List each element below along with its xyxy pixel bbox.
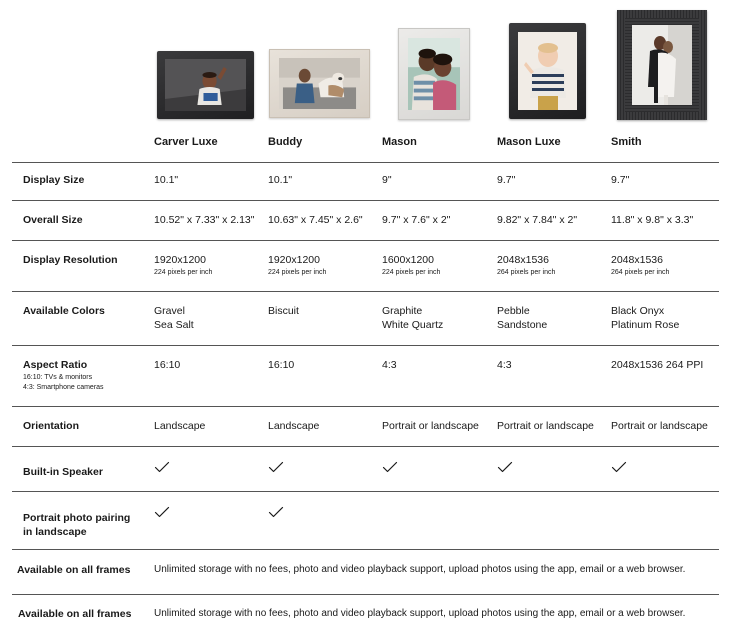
- cell-ppi-carver-luxe: 224 pixels per inch: [154, 269, 213, 276]
- cell-aspect-mason-luxe: 4:3: [497, 359, 512, 371]
- cell-aspect-buddy: 16:10: [268, 359, 295, 371]
- checkmark-icon: [154, 461, 170, 473]
- cell-display-size-buddy: 10.1": [268, 174, 293, 186]
- buddy-frame-image: [269, 49, 370, 118]
- table-divider: [12, 291, 719, 292]
- row-label-portrait-pairing-line2: in landscape: [23, 526, 87, 538]
- mason-frame-image: [398, 28, 470, 120]
- cell-overall-size-smith: 11.8" x 9.8" x 3.3": [611, 214, 694, 226]
- cell-ppi-mason: 224 pixels per inch: [382, 269, 441, 276]
- cell-resolution-carver-luxe: 1920x1200: [154, 254, 206, 266]
- cell-available-on-all-frames: Unlimited storage with no fees, photo and video playback support, upload photos using the app, email or a web browser.: [154, 608, 686, 619]
- cell-display-size-carver-luxe: 10.1": [154, 174, 179, 186]
- row-label-orientation: Orientation: [23, 420, 80, 432]
- table-divider: [12, 549, 719, 550]
- cell-orientation-smith: Portrait or landscape: [611, 420, 708, 432]
- cell-aspect-carver-luxe: 16:10: [154, 359, 181, 371]
- cell-orientation-mason-luxe: Portrait or landscape: [497, 420, 594, 432]
- table-divider: [12, 594, 719, 595]
- cell-orientation-buddy: Landscape: [268, 420, 320, 432]
- checkmark-icon: [268, 461, 284, 473]
- smith-frame-image: [617, 10, 707, 120]
- cell-color-mason-luxe-1: Pebble: [497, 305, 530, 317]
- mason-photo: [408, 38, 460, 110]
- mason-luxe-photo: [518, 32, 577, 110]
- cell-resolution-smith: 2048x1536: [611, 254, 663, 266]
- cell-display-size-mason: 9": [382, 174, 392, 186]
- cell-color-carver-luxe-2: Sea Salt: [154, 319, 194, 331]
- product-name-mason: Mason: [382, 136, 417, 148]
- carver-luxe-frame-image: [157, 51, 254, 119]
- carver-luxe-photo: [165, 59, 246, 111]
- smith-photo: [632, 25, 692, 105]
- product-name-buddy: Buddy: [268, 136, 303, 148]
- cell-orientation-carver-luxe: Landscape: [154, 420, 206, 432]
- cell-overall-size-mason: 9.7" x 7.6" x 2": [382, 214, 451, 226]
- row-label-available-on-all-frames: Available on all frames: [18, 608, 132, 620]
- cell-resolution-buddy: 1920x1200: [268, 254, 320, 266]
- checkmark-icon: [268, 506, 284, 518]
- cell-ppi-mason-luxe: 264 pixels per inch: [497, 269, 556, 276]
- cell-color-smith-1: Black Onyx: [611, 305, 665, 317]
- cell-color-mason-1: Graphite: [382, 305, 423, 317]
- row-label-built-in-speaker: Built-in Speaker: [23, 466, 103, 478]
- checkmark-icon: [497, 461, 513, 473]
- product-name-smith: Smith: [611, 136, 642, 148]
- cell-color-mason-luxe-2: Sandstone: [497, 319, 548, 331]
- table-divider: [12, 446, 719, 447]
- aspect-ratio-note-1: 16:10: TVs & monitors: [23, 374, 93, 381]
- cell-color-smith-2: Platinum Rose: [611, 319, 680, 331]
- cell-aspect-mason: 4:3: [382, 359, 397, 371]
- checkmark-icon: [382, 461, 398, 473]
- cell-overall-size-mason-luxe: 9.82" x 7.84" x 2": [497, 214, 578, 226]
- row-label-portrait-pairing-line1: Portrait photo pairing: [23, 512, 131, 524]
- table-divider: [12, 240, 719, 241]
- cell-resolution-mason: 1600x1200: [382, 254, 434, 266]
- row-label-overall-size: Overall Size: [23, 214, 83, 226]
- cell-ppi-smith: 264 pixels per inch: [611, 269, 670, 276]
- row-label-available-colors: Available Colors: [23, 305, 105, 317]
- cell-color-buddy-1: Biscuit: [268, 305, 299, 317]
- cell-display-size-smith: 9.7": [611, 174, 630, 186]
- checkmark-icon: [154, 506, 170, 518]
- cell-orientation-mason: Portrait or landscape: [382, 420, 479, 432]
- aspect-ratio-note-2: 4:3: Smartphone cameras: [23, 384, 104, 391]
- product-name-mason-luxe: Mason Luxe: [497, 136, 561, 148]
- row-label-available-on-all-frames: Available on all frames: [17, 564, 131, 576]
- cell-available-on-all-frames: Unlimited storage with no fees, photo and video playback support, upload photos using the app, email or a web browser.: [154, 564, 686, 575]
- cell-resolution-mason-luxe: 2048x1536: [497, 254, 549, 266]
- mason-luxe-frame-image: [509, 23, 586, 119]
- row-label-display-size: Display Size: [23, 174, 85, 186]
- cell-color-mason-2: White Quartz: [382, 319, 444, 331]
- table-divider: [12, 162, 719, 163]
- table-divider: [12, 200, 719, 201]
- cell-overall-size-carver-luxe: 10.52" x 7.33" x 2.13": [154, 214, 255, 226]
- cell-overall-size-buddy: 10.63" x 7.45" x 2.6": [268, 214, 363, 226]
- table-divider: [12, 406, 719, 407]
- product-name-carver-luxe: Carver Luxe: [154, 136, 218, 148]
- buddy-photo: [279, 58, 360, 109]
- cell-color-carver-luxe-1: Gravel: [154, 305, 185, 317]
- table-divider: [12, 491, 719, 492]
- row-label-aspect-ratio: Aspect Ratio: [23, 359, 88, 371]
- cell-ppi-buddy: 224 pixels per inch: [268, 269, 327, 276]
- checkmark-icon: [611, 461, 627, 473]
- table-divider: [12, 345, 719, 346]
- row-label-display-resolution: Display Resolution: [23, 254, 118, 266]
- cell-aspect-smith: 2048x1536 264 PPI: [611, 359, 704, 371]
- cell-display-size-mason-luxe: 9.7": [497, 174, 516, 186]
